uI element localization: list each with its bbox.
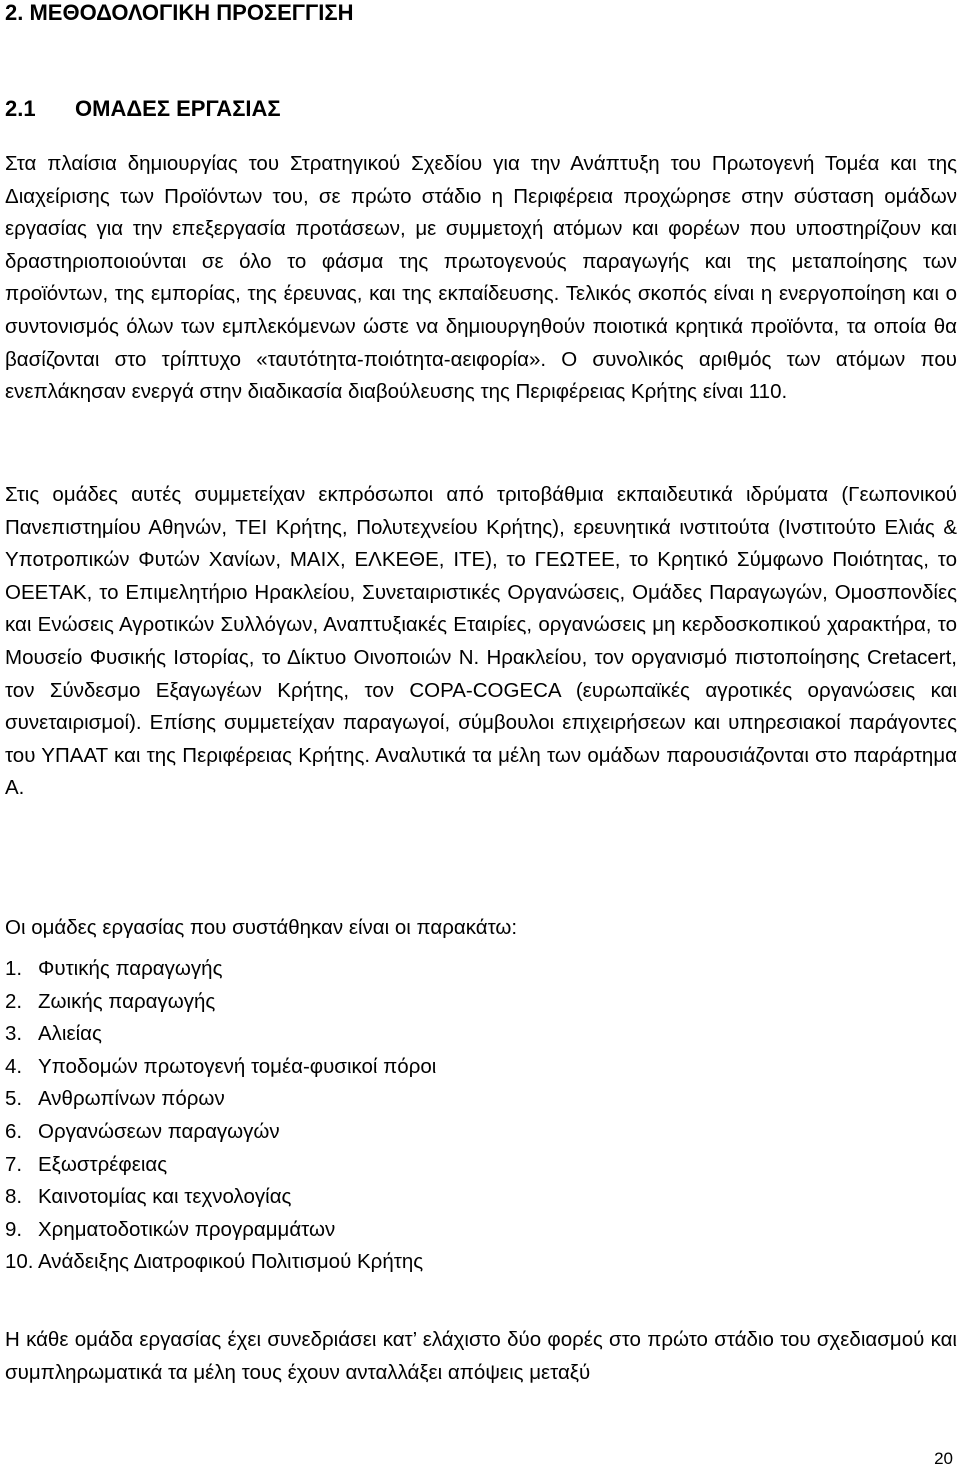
- list-item: [5, 1018, 436, 1051]
- list-item: [5, 953, 436, 986]
- list-item: [5, 1149, 436, 1182]
- list-item-number: 9.: [5, 1217, 23, 1241]
- closing-paragraph: Η κάθε ομάδα εργασίας έχει συνεδριάσει κατ’ ελάχιστο δύο φορές στο πρώτο στάδιο του σχεδιασμού και συμπληρωματικά τα μέλη τους έχουν ανταλλάξει απόψεις μεταξύ: [5, 1328, 957, 1384]
- page-number: 20: [934, 1449, 953, 1468]
- list-item-label: Υποδομών πρωτογενή τομέα-φυσικοί πόροι: [38, 1054, 437, 1078]
- list-item-label: Ζωικής παραγωγής: [38, 989, 216, 1013]
- working-groups-list: [5, 953, 436, 1279]
- list-item: [5, 1214, 436, 1247]
- list-item: [5, 1246, 436, 1279]
- participants-paragraph: Στις ομάδες αυτές συμμετείχαν εκπρόσωποι από τριτοβάθμια εκπαιδευτικά ιδρύματα (Γεωπονικού Πανεπιστημίου Αθηνών, ΤΕΙ Κρήτης, Πολυτεχνείου Κρήτης), ερευνητικά ινστιτούτα (Ινστιτούτο Ελιάς & Υποτροπικών Φυτών Χανίων, ΜΑΙΧ, ΕΛΚΕΘΕ, ΙΤΕ), το ΓΕΩΤΕΕ, το Κρητικό Σύμφωνο Ποιότητας, το ΟΕΕΤΑΚ, το Επιμελητήριο Ηρακλείου, Συνεταιριστικές Οργανώσεις, Ομάδες Παραγωγών, Ομοσπονδίες και Ενώσεις Αγροτικών Συλλόγων, Αναπτυξιακές Εταιρίες, οργανώσεις μη κερδοσκοπικού χαρακτήρα, το Μουσείο Φυσικής Ιστορίας, το Δίκτυο Οινοποιών Ν. Ηρακλείου, τον οργανισμό πιστοποίησης Cretacert, τον Σύνδεσμο Εξαγωγέων Κρήτης, τον COPA-COGECA (ευρωπαϊκές αγροτικές οργανώσεις και συνεταιρισμοί). Επίσης συμμετείχαν παραγωγοί, σύμβουλοι επιχειρήσεων και υπηρεσιακοί παράγοντες του ΥΠΑΑΤ και της Περιφέρειας Κρήτης. Αναλυτικά τα μέλη των ομάδων παρουσιάζονται στο παράρτημα Α.: [5, 483, 957, 800]
- working-groups-intro: Οι ομάδες εργασίας που συστάθηκαν είναι οι παρακάτω:: [5, 916, 518, 939]
- list-item-number: 4.: [5, 1054, 23, 1078]
- list-item: [5, 1181, 436, 1214]
- list-item-number: 8.: [5, 1185, 23, 1209]
- list-item-label: Ανάδειξης Διατροφικού Πολιτισμού Κρήτης: [38, 1250, 424, 1274]
- list-item: [5, 1083, 436, 1116]
- list-item-number: 3.: [5, 1022, 23, 1046]
- list-item-label: Καινοτομίας και τεχνολογίας: [38, 1185, 292, 1209]
- subsection-heading: [5, 96, 281, 122]
- list-item: [5, 1116, 436, 1149]
- list-item-label: Οργανώσεων παραγωγών: [38, 1119, 280, 1143]
- list-item-label: Εξωστρέφειας: [38, 1152, 168, 1176]
- list-item-label: Φυτικής παραγωγής: [38, 957, 223, 980]
- list-item: [5, 986, 436, 1019]
- section-heading: 2. ΜΕΘΟΔΟΛΟΓΙΚΗ ΠΡΟΣΕΓΓΙΣΗ: [5, 0, 354, 25]
- list-item-number: 5.: [5, 1087, 23, 1111]
- list-item-number: 10.: [5, 1250, 34, 1274]
- subsection-number: 2.1: [5, 96, 36, 121]
- list-item-label: Χρηματοδοτικών προγραμμάτων: [38, 1217, 336, 1241]
- subsection-title: ΟΜΑΔΕΣ ΕΡΓΑΣΙΑΣ: [75, 96, 281, 121]
- list-item-number: 1.: [5, 957, 23, 980]
- list-item-number: 6.: [5, 1119, 23, 1143]
- list-item-number: 2.: [5, 989, 23, 1013]
- list-item-number: 7.: [5, 1152, 23, 1176]
- intro-paragraph: Στα πλαίσια δημιουργίας του Στρατηγικού Σχεδίου για την Ανάπτυξη του Πρωτογενή Τομέα και της Διαχείρισης των Προϊόντων του, σε πρώτο στάδιο η Περιφέρεια προχώρησε στην σύσταση ομάδων εργασίας για την επεξεργασία προτάσεων, με συμμετοχή ατόμων και φορέων που υποστηρίζουν και δραστηριοποιούνται σε όλο το φάσμα της πρωτογενούς παραγωγής και της μεταποίησης των προϊόντων, της εμπορίας, της έρευνας, και της εκπαίδευσης. Τελικός σκοπός είναι η ενεργοποίηση και ο συντονισμός όλων των εμπλεκόμενων ώστε να δημιουργηθούν ποιοτικά κρητικά προϊόντα, τα οποία θα βασίζονται στο τρίπτυχο «ταυτότητα-ποιότητα-αειφορία». Ο συνολικός αριθμός των ατόμων που ενεπλάκησαν ενεργά στην διαδικασία διαβούλευσης της Περιφέρειας Κρήτης είναι 110.: [5, 152, 957, 404]
- list-item: [5, 1051, 436, 1084]
- list-item-label: Αλιείας: [38, 1022, 102, 1046]
- list-item-label: Ανθρωπίνων πόρων: [38, 1087, 225, 1111]
